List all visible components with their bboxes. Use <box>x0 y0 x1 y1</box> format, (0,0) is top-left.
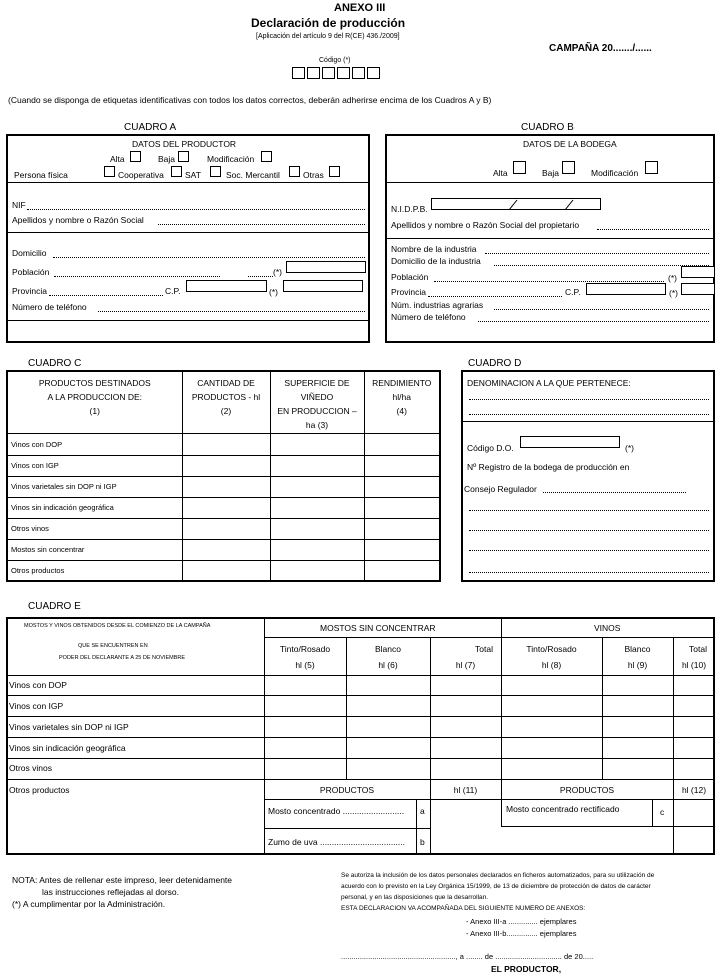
codigo-do-star: (*) <box>625 443 634 453</box>
nidpb-slashes <box>432 199 602 209</box>
domicilio-label: Domicilio <box>12 248 47 258</box>
soc-mercantil-checkbox[interactable] <box>289 166 300 177</box>
nidpb-field[interactable] <box>431 198 601 210</box>
annex-title: ANEXO III <box>334 2 386 14</box>
num-industrias-field[interactable] <box>494 309 709 310</box>
auth-line-2: acuerdo con lo previsto en la Ley Orgánica 15/1999, de 13 de diciembre de protección de datos de carácter <box>341 883 651 890</box>
mosto-concentrado-label: Mosto concentrado .......................... <box>268 806 405 816</box>
code-box[interactable] <box>307 67 320 79</box>
poblacion-b-code-field[interactable] <box>681 266 715 278</box>
soc-mercantil-label: Soc. Mercantil <box>226 170 280 180</box>
zumo-label: Zumo de uva .................................... <box>268 837 405 847</box>
nombre-industria-field[interactable] <box>485 253 709 254</box>
alta-checkbox[interactable] <box>130 151 141 162</box>
codigo-do-field[interactable] <box>520 436 620 448</box>
sat-checkbox[interactable] <box>210 166 221 177</box>
table-row: Mostos sin concentrar <box>7 539 440 560</box>
intro-line-3: PODER DEL DECLARANTE A 25 DE NOVIEMBRE <box>59 655 186 661</box>
producer-section-label: DATOS DEL PRODUCTOR <box>132 139 237 149</box>
domicilio-industria-field[interactable] <box>494 265 709 266</box>
productos-header-1: PRODUCTOS <box>319 785 375 795</box>
mosto-rectificado-label: Mosto concentrado rectificado <box>506 804 620 814</box>
col-header-rendimiento: RENDIMIENTO hl/ha (4) <box>364 371 440 433</box>
cp-b-code-field[interactable] <box>681 283 715 295</box>
row-label: Vinos con DOP <box>9 680 67 690</box>
col-header-productos: PRODUCTOS DESTINADOS A LA PRODUCCION DE: (1) <box>7 371 182 433</box>
intro-line-1: MOSTOS Y VINOS OBTENIDOS DESDE EL COMIENZO DE LA CAMPAÑA <box>24 623 211 629</box>
telefono-b-label: Número de teléfono <box>391 312 466 322</box>
mostos-header: MOSTOS SIN CONCENTRAR <box>320 623 436 633</box>
cp-b-field[interactable] <box>586 283 666 295</box>
provincia-field[interactable] <box>49 295 163 296</box>
cuadro-c-title: CUADRO C <box>28 358 82 369</box>
poblacion-star: (*) <box>273 267 282 277</box>
propietario-field[interactable] <box>597 229 709 230</box>
modificacion-checkbox[interactable] <box>261 151 272 162</box>
auth-line-1: Se autoriza la inclusión de los datos personales declarados en ficheros automatizados, para su utilización de <box>341 872 655 879</box>
signature-label: EL PRODUCTOR, <box>491 964 562 974</box>
anexo-b-field[interactable]: - Anexo III-b............... ejemplares <box>466 929 577 938</box>
table-row: Otros productos <box>7 560 440 581</box>
poblacion-label: Población <box>12 267 50 277</box>
modificacion-label: Modificación <box>207 154 255 164</box>
cooperativa-label: Cooperativa <box>118 170 164 180</box>
hl-12-header: hl (12) <box>681 785 707 795</box>
table-row: Vinos varietales sin DOP ni IGP <box>7 476 440 497</box>
persona-fisica-label: Persona física <box>14 170 68 180</box>
poblacion-b-label: Población <box>391 272 429 282</box>
baja-checkbox[interactable] <box>178 151 189 162</box>
labels-note: (Cuando se disponga de etiquetas identificativas con todos los datos correctos, deberán adherirse encima de los Cuadros A y B) <box>8 95 492 105</box>
cuadro-d-title: CUADRO D <box>468 358 522 369</box>
table-row: Vinos con DOP <box>7 433 440 455</box>
alta-label: Alta <box>110 154 125 164</box>
registro-label: Nº Registro de la bodega de producción en <box>467 462 630 472</box>
apellidos-label: Apellidos y nombre o Razón Social <box>12 215 144 225</box>
modificacion-b-checkbox[interactable] <box>645 161 658 174</box>
code-box[interactable] <box>337 67 350 79</box>
code-box[interactable] <box>367 67 380 79</box>
col-total-mosto: Total <box>475 644 493 654</box>
table-row: Vinos sin indicación geográfica <box>7 497 440 518</box>
apellidos-field[interactable] <box>158 224 365 225</box>
nota-line-3: (*) A cumplimentar por la Administración. <box>12 899 166 909</box>
hl-11-header: hl (11) <box>453 785 478 795</box>
baja-b-checkbox[interactable] <box>562 161 575 174</box>
alta-b-label: Alta <box>493 168 508 178</box>
row-a-label: a <box>420 806 425 816</box>
nidpb-label: N.I.D.P.B. <box>391 204 428 214</box>
page-subtitle: [Aplicación del artículo 9 del R(CE) 436./2009] <box>256 33 400 40</box>
col-blanco-mosto: Blanco <box>375 644 401 654</box>
table-row: Vinos con IGP <box>7 455 440 476</box>
propietario-label: Apellidos y nombre o Razón Social del propietario <box>391 220 580 230</box>
telefono-label: Número de teléfono <box>12 302 87 312</box>
nombre-industria-label: Nombre de la industria <box>391 244 477 254</box>
row-label: Vinos varietales sin DOP ni IGP <box>9 722 129 732</box>
sat-label: SAT <box>185 170 201 180</box>
consejo-field[interactable] <box>543 492 686 493</box>
col-header-cantidad: CANTIDAD DE PRODUCTOS - hl (2) <box>182 371 270 433</box>
cuadro-c-table <box>6 370 441 582</box>
vinos-header: VINOS <box>594 623 621 633</box>
col-header-superficie: SUPERFICIE DE VIÑEDO EN PRODUCCION – ha (3) <box>270 371 364 433</box>
codigo-do-label: Código D.O. <box>467 443 514 453</box>
persona-fisica-checkbox[interactable] <box>104 166 115 177</box>
domicilio-field[interactable] <box>53 257 365 258</box>
table-row: Otros vinos <box>7 518 440 539</box>
provincia-b-label: Provincia <box>391 287 426 297</box>
row-label: Vinos con IGP <box>9 701 64 711</box>
page-title: Declaración de producción <box>251 16 406 30</box>
domicilio-industria-label: Domicilio de la industria <box>391 256 481 266</box>
code-box[interactable] <box>352 67 365 79</box>
cooperativa-checkbox[interactable] <box>171 166 182 177</box>
poblacion-b-star: (*) <box>668 273 677 283</box>
poblacion-b-field[interactable] <box>434 281 664 282</box>
col-total-vino: Total <box>689 644 707 654</box>
code-box[interactable] <box>292 67 305 79</box>
nota-line-1: NOTA: Antes de rellenar este impreso, leer detenidamente <box>12 875 233 885</box>
cuadro-a-title: CUADRO A <box>124 122 177 133</box>
code-label: Código (*) <box>319 57 351 64</box>
poblacion-code-field[interactable] <box>286 261 366 273</box>
row-label: Otros productos <box>9 785 70 795</box>
nota-line-2: las instrucciones reflejadas al dorso. <box>42 887 180 897</box>
row-label: Vinos sin indicación geográfica <box>9 743 126 753</box>
date-line[interactable]: ......................................................., a ........ de ................................ de 20..... <box>341 952 594 961</box>
col-tinto-mosto: Tinto/Rosado <box>279 644 331 654</box>
row-c-label: c <box>660 807 665 817</box>
nif-field[interactable] <box>27 209 365 210</box>
consejo-label: Consejo Regulador <box>464 484 537 494</box>
cuadro-e-title: CUADRO E <box>28 601 81 612</box>
cp-field[interactable] <box>186 280 267 292</box>
col-blanco-vino: Blanco <box>624 644 651 654</box>
anexo-a-field[interactable]: - Anexo III-a .............. ejemplares <box>466 917 577 926</box>
row-b-label: b <box>420 837 425 847</box>
col-tinto-vino: Tinto/Rosado <box>526 644 577 654</box>
code-box[interactable] <box>322 67 335 79</box>
nif-label: NIF <box>12 200 26 210</box>
cuadro-b-title: CUADRO B <box>521 122 574 133</box>
auth-line-3: personal, y en las disposiciones que la desarrollan. <box>341 894 489 901</box>
intro-line-2: QUE SE ENCUENTREN EN <box>78 643 148 649</box>
baja-label: Baja <box>158 154 176 164</box>
denominacion-label: DENOMINACION A LA QUE PERTENECE: <box>467 378 631 388</box>
poblacion-field[interactable] <box>54 276 220 277</box>
telefono-b-field[interactable] <box>478 321 709 322</box>
provincia-b-field[interactable] <box>428 296 562 297</box>
denominacion-field[interactable] <box>469 399 709 400</box>
row-label: Otros vinos <box>9 763 52 773</box>
cp-b-star: (*) <box>669 288 678 298</box>
cp-code-field[interactable] <box>283 280 363 292</box>
campaign-label: CAMPAÑA 20......./...... <box>549 43 652 54</box>
provincia-label: Provincia <box>12 286 47 296</box>
winery-section-label: DATOS DE LA BODEGA <box>523 139 617 149</box>
telefono-field[interactable] <box>98 311 365 312</box>
anexos-label: ESTA DECLARACION VA ACOMPAÑADA DEL SIGUIENTE NUMERO DE ANEXOS: <box>341 905 586 912</box>
otras-checkbox[interactable] <box>329 166 340 177</box>
baja-b-label: Baja <box>542 168 560 178</box>
cp-label: C.P. <box>165 286 181 296</box>
cp-star: (*) <box>269 287 278 297</box>
modificacion-b-label: Modificación <box>591 168 639 178</box>
cp-b-label: C.P. <box>565 287 581 297</box>
alta-b-checkbox[interactable] <box>513 161 526 174</box>
productos-header-2: PRODUCTOS <box>559 785 615 795</box>
num-industrias-label: Núm. industrias agrarias <box>391 300 484 310</box>
otras-label: Otras <box>303 170 324 180</box>
